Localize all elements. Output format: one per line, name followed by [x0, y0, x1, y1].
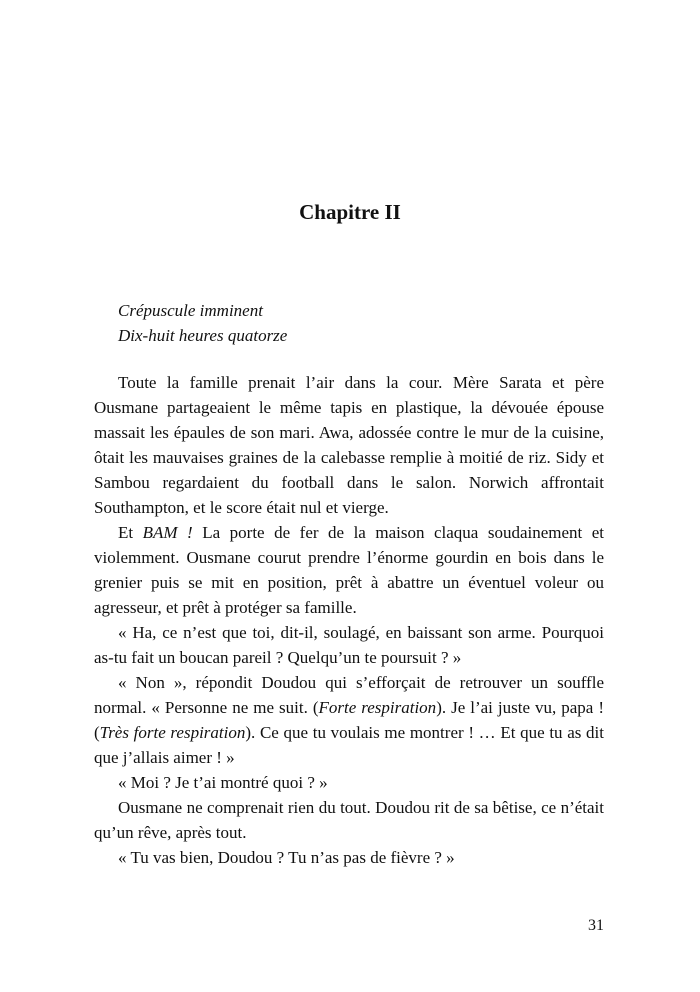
- paragraph-4: [94, 670, 604, 770]
- paragraph-2: [94, 520, 604, 620]
- paragraph-4-emphasis-2: Très forte respiration: [99, 723, 246, 742]
- paragraph-4-part-b: ). Je l’ai juste vu, papa ! (: [94, 698, 604, 742]
- scene-time-of-day: Crépuscule imminent: [118, 301, 263, 320]
- paragraph-3: « Ha, ce n’est que toi, dit-il, soulagé, en baissant son arme. Pourquoi as-tu fait un boucan pareil ? Quelqu’un te poursuit ? »: [94, 623, 604, 667]
- paragraph-2-emphasis: BAM !: [142, 523, 193, 542]
- paragraph-1: Toute la famille prenait l’air dans la cour. Mère Sarata et père Ousmane partageaient le même tapis en plastique, la dévouée épouse massait les épaules de son mari. Awa, adossée contre le mur de la cuisine, ôtait les mauvaises graines de la calebasse remplie à moitié de riz. Sidy et Sambou regardaient du football dans le salon. Norwich affrontait Southampton, et le score était nul et vierge.: [94, 373, 604, 517]
- paragraph-4-emphasis-1: Forte respiration: [318, 698, 437, 717]
- chapter-title: Chapitre II: [299, 200, 401, 224]
- paragraph-2-rest: La porte de fer de la maison claqua soudainement et violemment. Ousmane courut prendre l’énorme gourdin en bois dans le grenier puis se mit en position, prêt à abattre un éventuel voleur ou agresseur, et prêt à protéger sa famille.: [94, 523, 605, 617]
- paragraph-4-part-c: ). Ce que tu voulais me montrer ! … Et que tu as dit que j’allais aimer ! »: [94, 723, 604, 767]
- page-number: 31: [588, 917, 604, 934]
- paragraph-5: « Moi ? Je t’ai montré quoi ? »: [118, 773, 328, 792]
- chapter-body: [94, 370, 604, 870]
- paragraph-2-start: Et: [118, 523, 143, 542]
- scene-clock-time: Dix-huit heures quatorze: [118, 326, 288, 345]
- paragraph-6: Ousmane ne comprenait rien du tout. Doudou rit de sa bêtise, ce n’était qu’un rêve, après tout.: [94, 798, 604, 842]
- scene-heading: [118, 298, 598, 348]
- paragraph-4-part-a: « Non », répondit Doudou qui s’efforçait de retrouver un souffle normal. « Personne ne me suit. (: [94, 673, 604, 717]
- paragraph-7: « Tu vas bien, Doudou ? Tu n’as pas de fièvre ? »: [118, 848, 455, 867]
